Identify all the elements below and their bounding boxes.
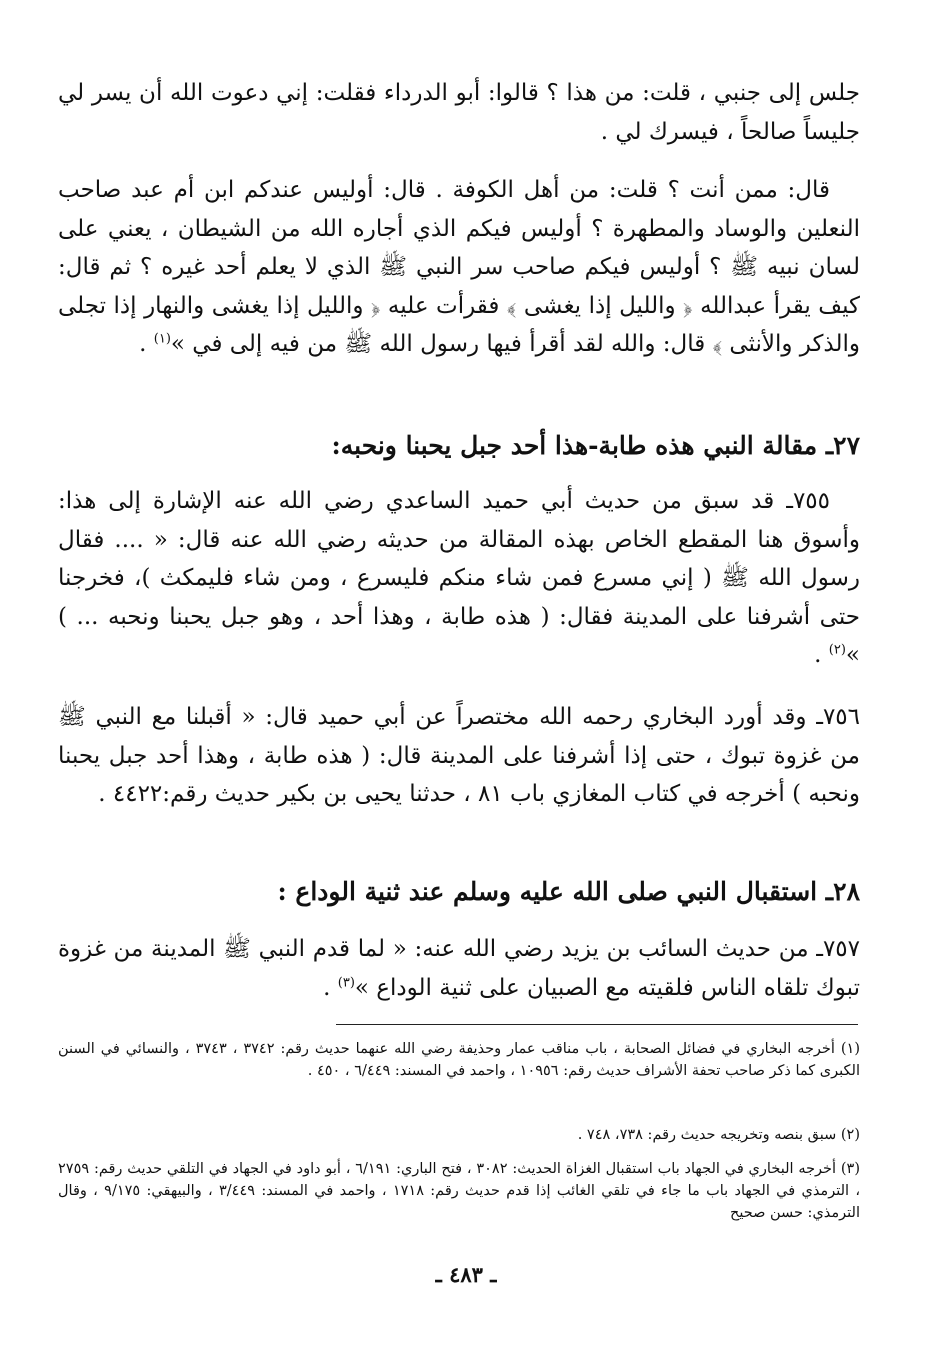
footnote-divider bbox=[336, 1024, 858, 1025]
footnote-marker: (٣) bbox=[337, 974, 355, 990]
paragraph-text: ٧٥٥ـ قد سبق من حديث أبي حميد الساعدي رضي الله عنه الإشارة إلى هذا: وأسوق هنا المقطع الخاص بهذه المقالة من حديثه رضي الله عنه قال: « .... فقال رسول الله ﷺ ( إني مسرع فمن شاء منكم فليسرع ، ومن شاء فليمكث )، فخرجنا حتى أشرفنا على المدينة فقال: ( هذه طابة ، وهذا أحد ، وهو جبل يحبنا ونحبه ... ) » bbox=[58, 488, 860, 668]
paragraph-end: . bbox=[139, 331, 154, 357]
section-heading-28 bbox=[58, 872, 860, 912]
heading-text: ٢٨ـ استقبال النبي صلى الله عليه وسلم عند ثنية الوداع : bbox=[277, 877, 860, 906]
footnote-2: (٢) سبق بنصه وتخريجه حديث رقم: ٧٣٨، ٧٤٨ . bbox=[577, 1127, 860, 1143]
paragraph-755 bbox=[58, 482, 860, 675]
section-heading-27 bbox=[58, 426, 860, 466]
paragraph-757 bbox=[58, 930, 860, 1007]
paragraph-continuation bbox=[58, 74, 860, 151]
footnote-marker: (٢) bbox=[828, 642, 846, 658]
footnote-1: (١) أخرجه البخاري في فضائل الصحابة ، باب مناقب عمار وحذيفة رضي الله عنهما حديث رقم: ٣٧٤٢ ، ٣٧٤٣ ، والنسائي في السنن الكبرى كما ذكر صاحب تحفة الأشراف حديث رقم: ١٠٩٥٦ ، واحمد في المسند: ٦/٤٤٩ ، ٤٥٠ . bbox=[58, 1041, 861, 1079]
paragraph-text: جلس إلى جنبي ، قلت: من هذا ؟ قالوا: أبو الدرداء فقلت: إني دعوت الله أن يسر لي جليساً صالحاً ، فيسرك لي . bbox=[58, 80, 860, 145]
paragraph-756 bbox=[58, 698, 860, 814]
heading-text: ٢٧ـ مقالة النبي هذه طابة-هذا أحد جبل يحبنا ونحبه: bbox=[331, 431, 860, 460]
paragraph-text: قال: ممن أنت ؟ قلت: من أهل الكوفة . قال: أوليس عندكم ابن أم عبد صاحب النعلين والوساد والمطهرة ؟ أوليس فيكم الذي أجاره الله من الشيطان ، يعني على لسان نبيه ﷺ ؟ أوليس فيكم صاحب سر النبي ﷺ الذي لا يعلم أحد غيره ؟ ثم قال: كيف يقرأ عبدالله ﴿ والليل إذا يغشى ﴾ فقرأت عليه ﴿ والليل إذا يغشى والنهار إذا تجلى والذكر والأنثى ﴾ قال: والله لقد أقرأ فيها رسول الله ﷺ من فيه إلى في » bbox=[58, 177, 860, 357]
paragraph-quote bbox=[58, 171, 860, 364]
paragraph-text: ٧٥٦ـ وقد أورد البخاري رحمه الله مختصراً عن أبي حميد قال: « أقبلنا مع النبي ﷺ من غزوة تبوك ، حتى إذا أشرفنا على المدينة قال: ( هذه طابة ، وهذا أحد جبل يحبنا ونحبه ) أخرجه في كتاب المغازي باب ٨١ ، حدثنا يحيى بن بكير حديث رقم:٤٤٢٢ . bbox=[58, 704, 860, 807]
paragraph-text: ٧٥٧ـ من حديث السائب بن يزيد رضي الله عنه: « لما قدم النبي ﷺ المدينة من غزوة تبوك تلقاه الناس فلقيته مع الصبيان على ثنية الوداع » bbox=[58, 936, 860, 1001]
paragraph-end: . bbox=[323, 974, 338, 1001]
page-number: ـ ٤٨٣ ـ bbox=[435, 1262, 497, 1287]
footnote-marker: (١) bbox=[153, 331, 171, 347]
footnote-3: (٣) أخرجه البخاري في الجهاد باب استقبال الغزاة الحديث: ٣٠٨٢ ، فتح الباري: ٦/١٩١ ، أبو داود في الجهاد في التلقي حديث رقم: ٢٧٥٩ ، الترمذي في الجهاد باب ما جاء في تلقي الغائب إذا قدم حديث رقم: ١٧١٨ ، واحمد في المسند: ٣/٤٤٩ ، والبيهقي: ٩/١٧٥ ، وقال الترمذي: حسن صحيح bbox=[58, 1161, 861, 1221]
paragraph-end: . bbox=[814, 642, 829, 668]
